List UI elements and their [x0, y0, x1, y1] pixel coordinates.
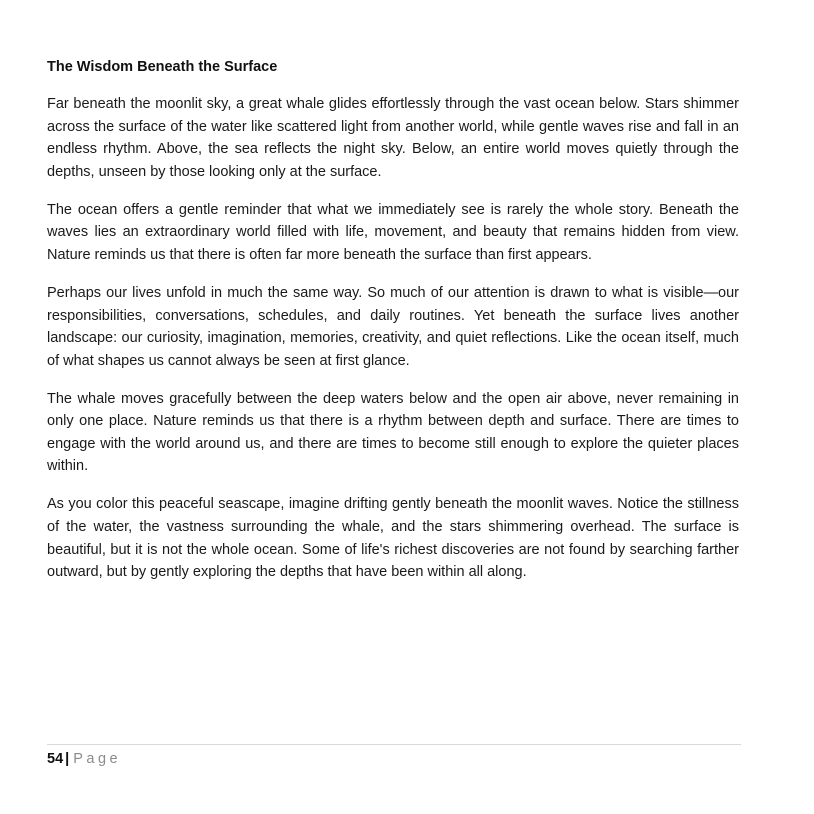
paragraph-5: As you color this peaceful seascape, imagine drifting gently beneath the moonlit waves. Notice the stillness of the water, the vastness surrounding the whale, and the stars shimmering overhead. The surface is beautiful, but it is not the whole ocean. Some of life's richest discoveries are not found by searching farther outward, but by gently exploring the depths that have been within all along. — [47, 496, 739, 581]
section-title: The Wisdom Beneath the Surface — [47, 59, 278, 75]
page-label: Page — [73, 751, 122, 767]
paragraph-4: The whale moves gracefully between the deep waters below and the open air above, never remaining in only one place. Nature reminds us that there is a rhythm between depth and surface. There are times to engage with the world around us, and there are times to become still enough to explore the quieter places within. — [47, 390, 739, 475]
document-body — [47, 56, 739, 599]
paragraph-2: The ocean offers a gentle reminder that what we immediately see is rarely the whole story. Beneath the waves lies an extraordinary world filled with life, movement, and beauty that remains hidden from view. Nature reminds us that there is often far more beneath the surface than first appears. — [47, 201, 739, 263]
paragraph-3: Perhaps our lives unfold in much the same way. So much of our attention is drawn to what is visible—our responsibilities, conversations, schedules, and daily routines. Yet beneath the surface lives another landscape: our curiosity, imagination, memories, creativity, and quiet reflections. Like the ocean itself, much of what shapes us cannot always be seen at first glance. — [47, 284, 739, 369]
footer-separator: | — [65, 751, 70, 767]
page-number: 54 — [47, 751, 64, 767]
paragraph-1: Far beneath the moonlit sky, a great whale glides effortlessly through the vast ocean below. Stars shimmer across the surface of the water like scattered light from another world, while gentle waves rise and fall in an endless rhythm. Above, the sea reflects the night sky. Below, an entire world moves quietly through the depths, unseen by those looking only at the surface. — [47, 96, 739, 180]
page-footer — [47, 744, 741, 770]
